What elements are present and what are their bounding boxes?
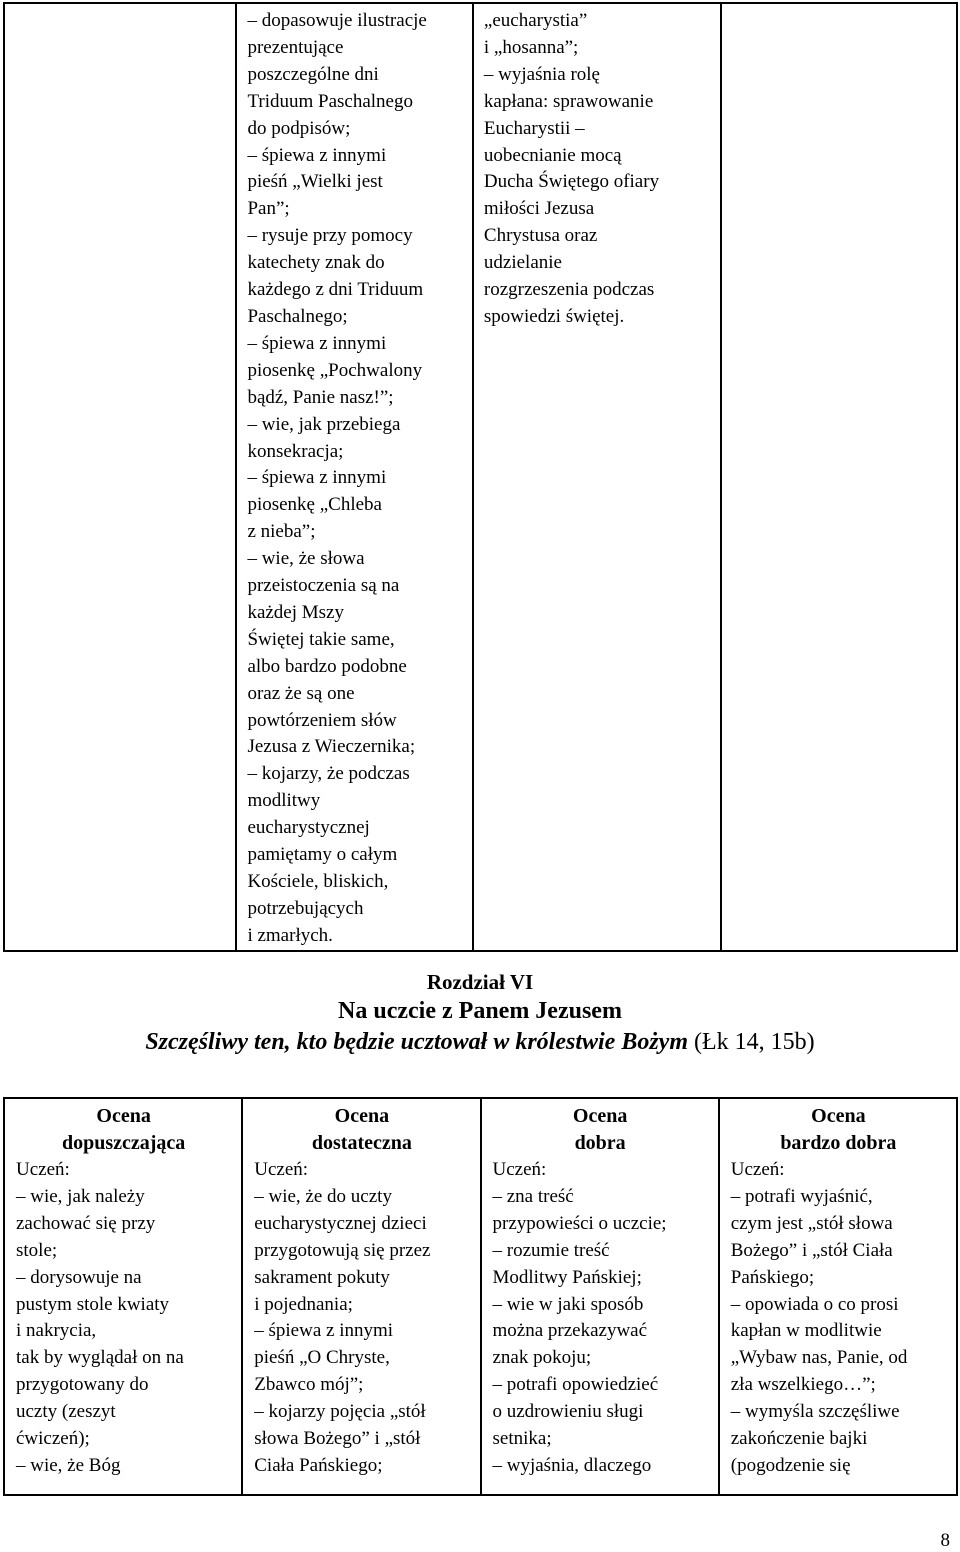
grade-cell <box>719 1098 957 1495</box>
top-cell-2-line: Świętej takie same, <box>247 628 395 650</box>
top-cell-2-line: każdego z dni Triduum <box>247 279 424 301</box>
grades-row <box>4 1098 957 1495</box>
top-cell-2-text <box>237 4 471 950</box>
grade-cell-line: Uczeń: <box>16 1159 70 1180</box>
grade-heading-label: Ocena <box>572 1105 628 1127</box>
grades-table <box>3 1097 958 1496</box>
section-title: Na uczcie z Panem Jezusem <box>338 998 622 1024</box>
grade-cell-line: Modlitwy Pańskiej; <box>492 1266 642 1288</box>
grade-cell-line: uczty (zeszyt <box>16 1401 116 1423</box>
top-cell-3-line: Eucharystii – <box>483 117 585 139</box>
top-cell-2-line: – wie, jak przebiega <box>247 413 401 435</box>
grade-heading-level: bardzo dobra <box>780 1132 897 1154</box>
grade-cell-line: – kojarzy pojęcia „stół <box>254 1401 426 1423</box>
grade-cell-line: słowa Bożego” i „stół <box>254 1428 421 1450</box>
top-cell-2-line: Jezusa z Wieczernika; <box>247 736 416 758</box>
top-cell-2-line: – wie, że słowa <box>247 548 365 570</box>
grade-cell-line: znak pokoju; <box>492 1347 592 1369</box>
top-cell-2-line: poszczególne dni <box>247 63 379 85</box>
grade-cell-line: setnika; <box>492 1428 552 1450</box>
grade-cell-line: – wyjaśnia, dlaczego <box>492 1454 652 1476</box>
grade-cell-line: – wie w jaki sposób <box>492 1293 644 1315</box>
grade-cell-line: można przekazywać <box>492 1320 648 1342</box>
top-cell-2-line: oraz że są one <box>247 682 355 704</box>
grade-cell-line: zachować się przy <box>16 1212 156 1234</box>
top-cell-2-line: potrzebujących <box>247 897 364 919</box>
top-cell-2-line: przeistoczenia są na <box>247 575 400 597</box>
top-cell-2-line: bądź, Panie nasz!”; <box>247 386 394 408</box>
top-cell-2-line: albo bardzo podobne <box>247 655 407 677</box>
grade-cell-line: sakrament pokuty <box>254 1266 390 1288</box>
top-cell-2-line: – rysuje przy pomocy <box>247 225 413 247</box>
grade-cell-line: przygotowany do <box>16 1374 149 1396</box>
top-cell-2-line: – śpiewa z innymi <box>247 332 387 354</box>
top-cell-3-line: udzielanie <box>483 252 562 274</box>
top-cell-2-line: Triduum Paschalnego <box>247 90 413 112</box>
grade-cell-line: zakończenie bajki <box>730 1428 868 1450</box>
top-cell-2-line: Paschalnego; <box>247 305 348 327</box>
grade-cell-line: Uczeń: <box>492 1159 547 1180</box>
top-cell-3-text <box>474 4 720 331</box>
top-cell-2-line: i zmarłych. <box>247 924 333 946</box>
grade-cell-line: przypowieści o uczcie; <box>492 1212 667 1234</box>
quote-text: Szczęśliwy ten, kto będzie ucztował w królestwie Bożym <box>145 1029 688 1055</box>
grade-heading-label: Ocena <box>811 1105 866 1127</box>
top-cell-2-line: – kojarzy, że podczas <box>247 763 410 785</box>
grade-heading-label: Ocena <box>334 1105 390 1127</box>
grade-cell-line: – opowiada o co prosi <box>730 1293 899 1315</box>
top-cell-2-line: konsekracja; <box>247 440 344 462</box>
top-cell-3-line: rozgrzeszenia podczas <box>483 279 655 301</box>
grade-cell-line: „Wybaw nas, Panie, od <box>730 1347 908 1369</box>
grade-cell <box>4 1098 242 1495</box>
top-cell-2-line: – dopasowuje ilustracje <box>247 10 427 31</box>
section-heading <box>0 968 960 1058</box>
grade-cell-line: ćwiczeń); <box>16 1428 90 1450</box>
grade-heading-level: dobra <box>574 1132 626 1154</box>
top-cell-3-line: „eucharystia” <box>483 10 588 31</box>
grade-cell-line: o uzdrowieniu sługi <box>492 1401 644 1423</box>
top-cell-2-line: modlitwy <box>247 790 321 812</box>
grade-cell-line: Zbawco mój”; <box>254 1374 364 1396</box>
grade-cell-line: – wie, że do uczty <box>254 1185 392 1207</box>
grade-heading-level: dostateczna <box>311 1132 412 1154</box>
grade-cell-line: – śpiewa z innymi <box>254 1320 394 1342</box>
top-cell-2-line: prezentujące <box>247 36 344 58</box>
grade-cell-line: – potrafi wyjaśnić, <box>730 1185 873 1207</box>
grade-cell-line: Pańskiego; <box>730 1266 815 1288</box>
grade-cell-line: przygotowują się przez <box>254 1239 431 1261</box>
grade-cell-line: kapłan w modlitwie <box>730 1320 882 1342</box>
grade-cell-line: i pojednania; <box>254 1293 353 1315</box>
grade-cell-line: czym jest „stół słowa <box>730 1212 893 1234</box>
top-cell-3-line: spowiedzi świętej. <box>483 305 625 327</box>
top-cell-3-line: kapłana: sprawowanie <box>483 90 654 112</box>
grade-cell-line: – rozumie treść <box>492 1239 610 1261</box>
top-cell-2-line: do podpisów; <box>247 117 351 139</box>
section-quote <box>0 1026 960 1058</box>
grade-cell-line: (pogodzenie się <box>730 1454 851 1476</box>
top-cell-2-line: piosenkę „Chleba <box>247 494 382 516</box>
grade-cell-line: Ciała Pańskiego; <box>254 1454 383 1476</box>
top-cell-4 <box>721 3 958 951</box>
quote-reference: (Łk 14, 15b) <box>688 1029 815 1055</box>
section-number: Rozdział VI <box>426 970 534 994</box>
top-cell-2-line: eucharystycznej <box>247 817 370 839</box>
grade-cell-line: – wymyśla szczęśliwe <box>730 1401 900 1423</box>
grade-heading-label: Ocena <box>96 1105 151 1127</box>
grade-cell-line: – wie, jak należy <box>16 1185 145 1207</box>
top-cell-3-line: – wyjaśnia rolę <box>483 63 600 85</box>
page-number: 8 <box>940 1530 950 1551</box>
top-cell-2-line: – śpiewa z innymi <box>247 467 387 489</box>
top-cell-2-line: Kościele, bliskich, <box>247 871 389 892</box>
top-cell-2-line: Pan”; <box>247 198 290 220</box>
top-cell-2-line: pamiętamy o całym <box>247 844 398 866</box>
top-cell-2-line: powtórzeniem słów <box>247 709 397 731</box>
grade-cell-line: – dorysowuje na <box>16 1266 142 1288</box>
grade-cell-line: – zna treść <box>492 1185 574 1207</box>
top-cell-2-line: katechety znak do <box>247 252 385 274</box>
grade-cell-line: – potrafi opowiedzieć <box>492 1374 659 1396</box>
top-cell-2-line: z nieba”; <box>247 521 316 543</box>
top-cell-2-line: pieśń „Wielki jest <box>247 171 383 193</box>
top-cell-2-line: piosenkę „Pochwalony <box>247 359 423 381</box>
grade-cell-line: tak by wyglądał on na <box>16 1347 184 1369</box>
top-cell-3-line: Chrystusa oraz <box>483 225 598 247</box>
grade-cell-line: stole; <box>16 1239 58 1261</box>
grade-cell-line: Uczeń: <box>254 1159 309 1180</box>
grade-cell-line: Bożego” i „stół Ciała <box>730 1239 893 1261</box>
top-cell-1 <box>4 3 236 951</box>
top-cell-2-line: każdej Mszy <box>247 601 344 623</box>
grade-cell-line: – wie, że Bóg <box>16 1454 121 1476</box>
top-cell-2 <box>236 3 472 951</box>
grade-cell-line: pieśń „O Chryste, <box>254 1347 390 1369</box>
top-table <box>3 2 958 952</box>
top-cell-2-line: – śpiewa z innymi <box>247 144 387 166</box>
grade-cell-line: pustym stole kwiaty <box>16 1293 170 1315</box>
top-cell-3-line: Ducha Świętego ofiary <box>483 171 660 193</box>
grade-cell-line: i nakrycia, <box>16 1320 97 1342</box>
grade-cell <box>481 1098 719 1495</box>
top-cell-3-line: miłości Jezusa <box>483 198 595 220</box>
grade-cell <box>242 1098 480 1495</box>
grade-cell-line: eucharystycznej dzieci <box>254 1212 427 1234</box>
top-cell-3 <box>473 3 721 951</box>
top-cell-3-line: i „hosanna”; <box>483 36 579 58</box>
grade-heading-level: dopuszczająca <box>61 1132 186 1154</box>
top-cell-3-line: uobecnianie mocą <box>483 144 622 166</box>
grade-cell-line: Uczeń: <box>730 1159 785 1180</box>
grade-cell-line: zła wszelkiego…”; <box>730 1374 876 1396</box>
